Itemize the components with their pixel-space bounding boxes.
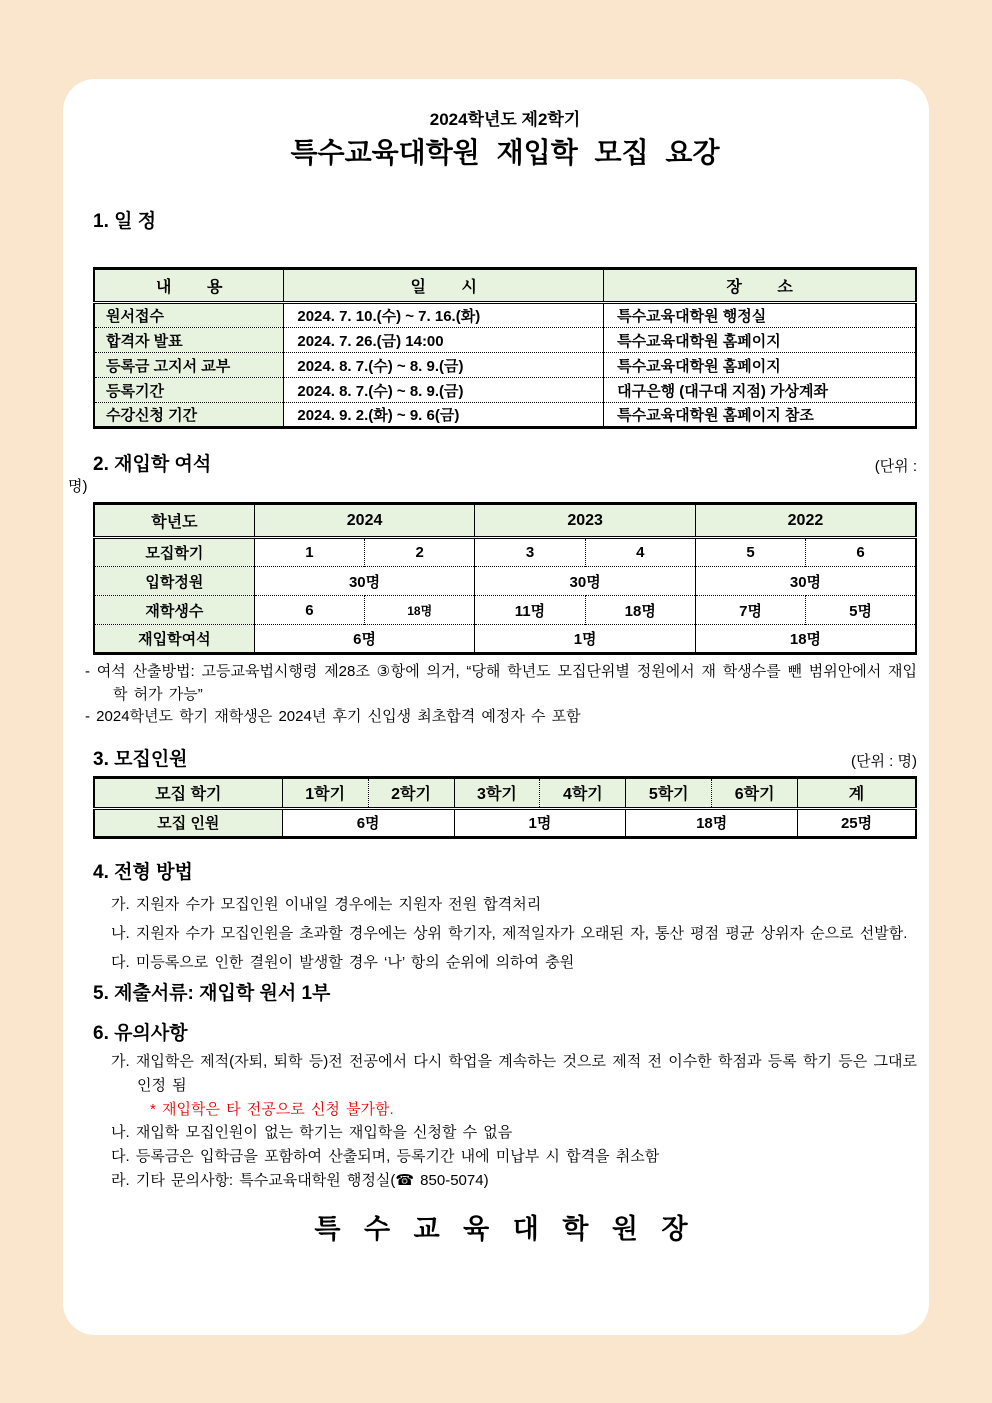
vacancy-seats-row <box>94 625 916 654</box>
schedule-place: 대구은행 (대구대 지점) 가상계좌 <box>604 378 916 403</box>
vacancy-cell: 18명 <box>695 625 916 654</box>
enrolled-cell: 5명 <box>806 596 916 625</box>
vacancy-year-header-row <box>94 504 916 538</box>
schedule-row-announcement <box>94 328 916 353</box>
semester-cell: 4 <box>585 538 695 567</box>
section6-item-da: 다. 등록금은 입학금을 포함하여 산출되며, 등록기간 내에 미납부 시 합격을 취소함 <box>111 1147 660 1165</box>
schedule-col-header-place: 장 소 <box>604 269 916 303</box>
section1-heading: 1. 일 정 <box>93 211 157 232</box>
semester-cell: 5 <box>695 538 805 567</box>
schedule-label: 원서접수 <box>94 303 284 328</box>
schedule-date: 2024. 9. 2.(화) ~ 9. 6(금) <box>284 403 604 428</box>
dean-signature: 특 수 교 육 대 학 원 장 <box>314 1213 696 1244</box>
semester-header: 4학기 <box>540 777 626 808</box>
section2-unit-note: (단위 : <box>874 458 917 475</box>
section3-heading-row <box>93 748 917 772</box>
schedule-row-course-enrollment <box>94 403 916 428</box>
enrolled-cell: 18명 <box>585 596 695 625</box>
vacancy-label-year: 학년도 <box>94 504 254 538</box>
recruitment-cell: 18명 <box>626 808 798 837</box>
semester-header: 6학기 <box>712 777 798 808</box>
quota-cell: 30명 <box>695 567 916 596</box>
vacancy-note-2024: - 2024학년도 학기 재학생은 2024년 후기 신입생 최초합격 예정자 수 포함 <box>85 708 581 725</box>
vacancy-enrolled-row <box>94 596 916 625</box>
section6-heading: 6. 유의사항 <box>93 1022 188 1044</box>
semester-header: 2학기 <box>368 777 454 808</box>
section4-item-na: 나. 지원자 수가 모집인원을 초과할 경우에는 상위 학기자, 제적일자가 오래된 자, 통산 평점 평균 상위자 순으로 선발함. <box>111 924 908 942</box>
recruitment-label-semester: 모집 학기 <box>94 777 282 808</box>
quota-cell: 30명 <box>254 567 475 596</box>
schedule-date: 2024. 7. 10.(수) ~ 7. 16.(화) <box>284 303 604 328</box>
vacancy-label-enrolled: 재학생수 <box>94 596 254 625</box>
vacancy-semester-row <box>94 538 916 567</box>
enrolled-cell: 6 <box>254 596 364 625</box>
schedule-header-row <box>94 269 916 303</box>
enrolled-cell: 11명 <box>475 596 585 625</box>
schedule-place: 특수교육대학원 행정실 <box>604 303 916 328</box>
section3-unit-note: (단위 : 명) <box>851 752 917 770</box>
vacancy-table <box>93 502 917 655</box>
vacancy-label-quota: 입학정원 <box>94 567 254 596</box>
section4-items <box>93 892 917 975</box>
vacancy-notes <box>85 661 917 729</box>
section4-heading: 4. 전형 방법 <box>93 861 193 883</box>
schedule-date: 2024. 8. 7.(수) ~ 8. 9.(금) <box>284 378 604 403</box>
schedule-place: 특수교육대학원 홈페이지 <box>604 353 916 378</box>
section6-item-na: 나. 재입학 모집인원이 없는 학기는 재입학을 신청할 수 없음 <box>111 1123 513 1141</box>
schedule-col-header-datetime: 일 시 <box>284 269 604 303</box>
vacancy-cell: 1명 <box>475 625 696 654</box>
schedule-label: 등록금 고지서 교부 <box>94 353 284 378</box>
recruitment-total-cell: 25명 <box>798 808 916 837</box>
enrolled-cell: 7명 <box>695 596 805 625</box>
schedule-row-application <box>94 303 916 328</box>
schedule-table <box>93 267 917 429</box>
schedule-col-header-content: 내 용 <box>94 269 284 303</box>
section5-heading: 5. 제출서류: 재입학 원서 1부 <box>93 982 331 1004</box>
section6-item-ra: 라. 기타 문의사항: 특수교육대학원 행정실(☎ 850-5074) <box>111 1171 489 1189</box>
schedule-date: 2024. 8. 7.(수) ~ 8. 9.(금) <box>284 353 604 378</box>
semester-cell: 6 <box>806 538 916 567</box>
section3-heading: 3. 모집인원 <box>93 748 188 770</box>
recruitment-label-count: 모집 인원 <box>94 808 282 837</box>
enrolled-cell: 18명 <box>365 596 475 625</box>
vacancy-year-2022: 2022 <box>695 504 916 538</box>
vacancy-label-semester: 모집학기 <box>94 538 254 567</box>
vacancy-year-2023: 2023 <box>475 504 696 538</box>
section2-heading-row <box>93 453 917 477</box>
document-page <box>63 79 929 1335</box>
section4-item-ga: 가. 지원자 수가 모집인원 이내일 경우에는 지원자 전원 합격처리 <box>111 895 542 913</box>
recruitment-table <box>93 776 917 839</box>
section6-red-warning: * 재입학은 타 전공으로 신청 불가함. <box>150 1100 394 1118</box>
doc-subtitle: 2024학년도 제2학기 <box>429 110 581 129</box>
vacancy-year-2024: 2024 <box>254 504 475 538</box>
vacancy-quota-row <box>94 567 916 596</box>
recruitment-cell: 6명 <box>282 808 454 837</box>
schedule-label: 등록기간 <box>94 378 284 403</box>
semester-header: 1학기 <box>282 777 368 808</box>
vacancy-label-seats: 재입학여석 <box>94 625 254 654</box>
semester-cell: 1 <box>254 538 364 567</box>
vacancy-cell: 6명 <box>254 625 475 654</box>
schedule-date: 2024. 7. 26.(금) 14:00 <box>284 328 604 353</box>
recruitment-count-row <box>94 808 916 837</box>
total-header: 계 <box>798 777 916 808</box>
schedule-place: 특수교육대학원 홈페이지 <box>604 328 916 353</box>
section2-heading: 2. 재입학 여석 <box>93 454 212 475</box>
section6-item-ga: 가. 재입학은 제적(자퇴, 퇴학 등)전 전공에서 다시 학업을 계속하는 것으로 제적 전 이수한 학점과 등록 학기 등은 그대로 인정 됨 <box>111 1052 917 1094</box>
section4-item-da: 다. 미등록으로 인한 결원이 발생할 경우 ‘나’ 항의 순위에 의하여 충원 <box>111 953 575 971</box>
semester-cell: 3 <box>475 538 585 567</box>
schedule-row-bill <box>94 353 916 378</box>
schedule-place: 특수교육대학원 홈페이지 참조 <box>604 403 916 428</box>
vacancy-note-calculation: - 여석 산출방법: 고등교육법시행령 제28조 ③항에 의거, “당해 학년도 모집단위별 정원에서 재 학생수를 뺀 범위안에서 재입학 허가 가능” <box>85 663 917 703</box>
semester-cell: 2 <box>365 538 475 567</box>
schedule-label: 수강신청 기간 <box>94 403 284 428</box>
recruitment-cell: 1명 <box>454 808 626 837</box>
section6-items <box>93 1050 917 1193</box>
section2-unit-note-wrapped: 명) <box>68 478 88 495</box>
quota-cell: 30명 <box>475 567 696 596</box>
recruitment-header-row <box>94 777 916 808</box>
schedule-label: 합격자 발표 <box>94 328 284 353</box>
semester-header: 5학기 <box>626 777 712 808</box>
semester-header: 3학기 <box>454 777 540 808</box>
doc-title: 특수교육대학원 재입학 모집 요강 <box>290 137 720 168</box>
schedule-row-registration <box>94 378 916 403</box>
